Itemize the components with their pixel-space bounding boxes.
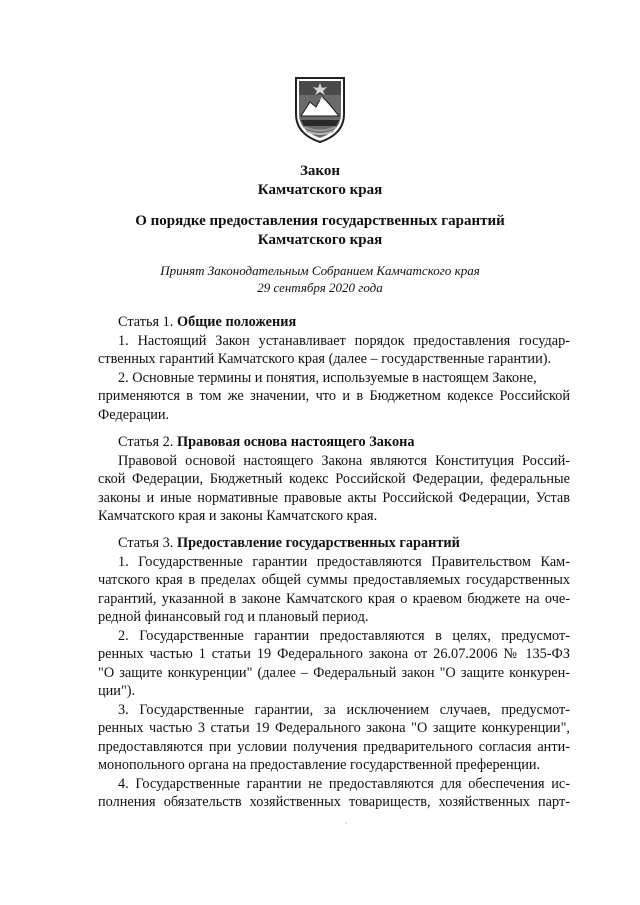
article-2-line: Камчатского края и законы Камчатского края. xyxy=(98,508,378,524)
law-title-line1: Закон xyxy=(299,163,340,179)
article-3-line: предоставляются при условии получения предварительного согласия анти- xyxy=(98,738,570,755)
law-subtitle xyxy=(0,212,640,250)
article-3-line: 4. Государственные гарантии не предоставляются для обеспечения ис- xyxy=(118,775,570,792)
article-3-line: 3. Государственные гарантии, за исключением случаев, предусмот- xyxy=(118,701,570,718)
article-3-name: Предоставление государственных гарантий xyxy=(176,535,460,551)
article-2-line: ской Федерации, Бюджетный кодекс Российской Федерации, федеральные xyxy=(98,471,570,487)
article-3-line: 1. Государственные гарантии предоставляются Правительством Кам- xyxy=(118,553,570,570)
article-3-line: чатского края в пределах общей суммы предоставляемых государственных xyxy=(98,572,570,588)
article-3-line: 2. Государственные гарантии предоставляются в целях, предусмот- xyxy=(118,627,570,644)
article-2-name: Правовая основа настоящего Закона xyxy=(176,434,415,450)
article-1 xyxy=(118,313,570,350)
article-3-line: гарантий, указанной в законе Камчатского края о краевом бюджете на оче- xyxy=(98,590,570,607)
article-1-body xyxy=(98,350,570,424)
article-3-line: ренных частью 3 статьи 19 Федерального закона "О защите конкуренции", xyxy=(98,720,570,736)
article-3-prefix: Статья 3. xyxy=(118,535,177,551)
article-1-line: 1. Настоящий Закон устанавливает порядок предоставления государ- xyxy=(118,332,570,349)
article-2-body xyxy=(98,470,570,526)
article-3-line: редной финансовый год и плановый период. xyxy=(98,609,369,625)
article-1-heading xyxy=(118,313,570,332)
article-2-line: законы и иные нормативные правовые акты Российской Федерации, Устав xyxy=(98,489,570,506)
article-3-line: "О защите конкуренции" (далее – Федеральный закон "О защите конкурен- xyxy=(98,664,570,681)
article-3-heading xyxy=(118,534,570,553)
article-2-prefix: Статья 2. xyxy=(118,434,177,450)
article-1-name: Общие положения xyxy=(176,314,297,330)
law-subtitle-line1: О порядке предоставления государственных гарантий xyxy=(135,213,505,229)
scan-dot xyxy=(345,822,347,824)
article-2 xyxy=(118,433,570,470)
article-3-line: полнения обязательств хозяйственных товариществ, хозяйственных парт- xyxy=(98,794,570,810)
article-1-prefix: Статья 1. xyxy=(118,314,177,330)
adoption-line2: 29 сентября 2020 года xyxy=(257,280,383,295)
article-3 xyxy=(118,534,570,571)
article-1-line: ственных гарантий Камчатского края (далее – государственные гарантии). xyxy=(98,351,552,367)
article-1-line: Федерации. xyxy=(98,406,170,423)
article-3-line: ции"). xyxy=(98,683,136,699)
law-title-line2: Камчатского края xyxy=(257,182,383,198)
law-title xyxy=(0,162,640,200)
adoption-note xyxy=(0,262,640,296)
article-1-line: 2. Основные термины и понятия, используемые в настоящем Законе, xyxy=(118,369,537,386)
article-3-body xyxy=(98,571,570,812)
article-3-line: монопольного органа на предоставление государственной преференции. xyxy=(98,757,541,773)
article-2-heading xyxy=(118,433,570,452)
adoption-line1: Принят Законодательным Собранием Камчатского края xyxy=(160,263,480,278)
law-subtitle-line2: Камчатского края xyxy=(257,232,383,248)
article-2-line: Правовой основой настоящего Закона являются Конституция Россий- xyxy=(118,452,570,469)
article-1-line: применяются в том же значении, что и в Бюджетном кодексе Российской xyxy=(98,388,570,404)
coat-of-arms-icon xyxy=(292,74,348,144)
article-3-line: ренных частью 1 статьи 19 Федерального закона от 26.07.2006 № 135-ФЗ xyxy=(98,646,570,662)
